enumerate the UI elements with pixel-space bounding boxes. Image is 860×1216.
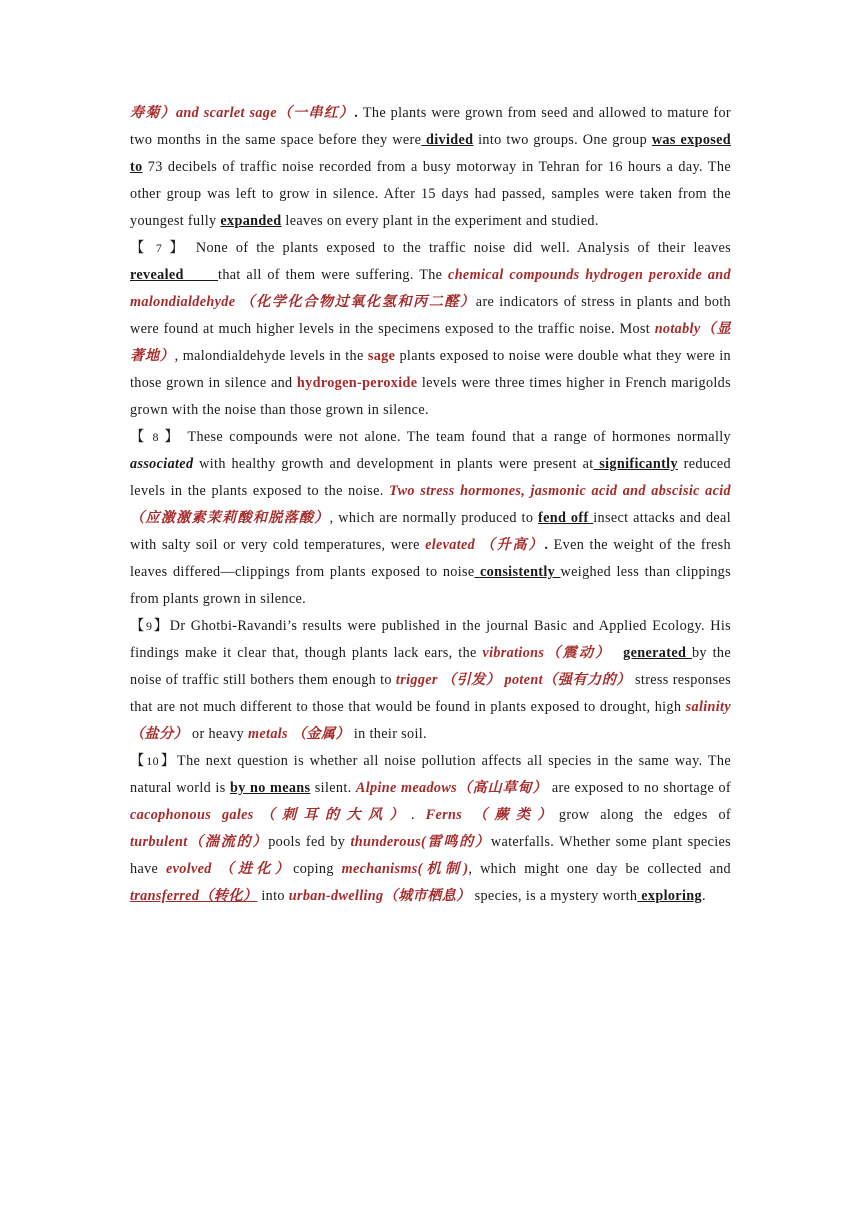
- text: The next question is whether all noise pollution affects all species in the same way. The natural world is: [130, 753, 731, 796]
- text: with healthy growth and development in plants were present at: [193, 456, 594, 472]
- text: plants exposed to noise were double what they were in those grown in silence and: [130, 348, 732, 391]
- text: 73 decibels of traffic noise recorded from a busy motorway in Tehran for 16 hours a day. The other group was left to grow in silence. After 15 days had passed, samples were taken from the youngest fully: [130, 159, 731, 229]
- term: turbulent（湍流的）: [130, 834, 269, 850]
- paragraph-number: 8: [146, 430, 165, 444]
- emphasized-word: associated: [130, 456, 194, 472]
- text: weighed less than clippings from plants grown in silence.: [130, 564, 731, 607]
- term: vibrations（震动）: [482, 645, 612, 661]
- term: thunderous(雷鸣的）: [350, 834, 491, 850]
- text: silent.: [310, 780, 356, 796]
- paragraph-number: 9: [145, 619, 153, 633]
- text: reduced levels in the plants exposed to the noise.: [130, 456, 731, 499]
- text: Even the weight of the fresh leaves differed—clippings from plants exposed to noise: [130, 537, 731, 580]
- text: .: [354, 105, 359, 121]
- text: or heavy: [188, 726, 248, 742]
- term: Ferns （蕨类）: [425, 807, 559, 823]
- text: insect attacks and deal with salty soil or very cold temperatures, were: [130, 510, 731, 553]
- bracket-open: 【: [130, 429, 147, 445]
- underlined-phrase: by no means: [229, 780, 311, 796]
- paragraph-9: [130, 613, 731, 748]
- document-body: [130, 100, 731, 910]
- text: into two groups. One group: [473, 132, 652, 148]
- paragraph-number: 7: [148, 241, 170, 255]
- bracket-close: 】: [169, 240, 189, 256]
- term: hydrogen-peroxide: [296, 375, 418, 391]
- text: that all of them were suffering. The: [218, 267, 449, 283]
- text: .: [701, 888, 706, 904]
- bracket-close: 】: [164, 429, 182, 445]
- text: leaves on every plant in the experiment and studied.: [281, 213, 599, 229]
- underlined-phrase: fend off: [538, 510, 594, 526]
- text: are exposed to no shortage of: [547, 780, 732, 796]
- term: elevated （升高）: [425, 537, 545, 553]
- text: These compounds were not alone. The team found that a range of hormones normally: [181, 429, 731, 445]
- bracket-close: 】: [152, 618, 170, 634]
- text: pools fed by: [268, 834, 351, 850]
- term: Two stress hormones, jasmonic acid and abscisic acid（应激激素茉莉酸和脱落酸）: [130, 483, 731, 526]
- bracket-open: 【: [130, 240, 149, 256]
- term: 寿菊）and scarlet sage（一串红）: [130, 105, 355, 121]
- term: Alpine meadows（高山草甸）: [355, 780, 548, 796]
- text: stress responses that are not much different to those that would be found in plants exposed to drought, high: [130, 672, 732, 715]
- term: notably（显著地）: [130, 321, 731, 364]
- term: urban-dwelling（城市栖息）: [288, 888, 471, 904]
- text: .: [410, 807, 426, 823]
- term: chemical compounds hydrogen peroxide and malondialdehyde （化学化合物过氧化氢和丙二醛）: [130, 267, 731, 310]
- term: salinity（盐分）: [130, 699, 731, 742]
- term: mechanisms(机制): [341, 861, 469, 877]
- text: in their soil.: [349, 726, 427, 742]
- term: cacophonous gales（刺耳的大风）: [130, 807, 411, 823]
- underlined-word: expanded: [220, 213, 282, 229]
- text: into: [257, 888, 289, 904]
- text: Dr Ghotbi-Ravandi’s results were published in the journal Basic and Applied Ecology. His findings make it clear that, though plants lack ears, the: [130, 618, 731, 661]
- underlined-word: consistently: [474, 564, 561, 580]
- term: transferred（转化）: [130, 888, 258, 904]
- term: metals （金属）: [248, 726, 350, 742]
- text: The plants were grown from seed and allowed to mature for two months in the same space before they were: [130, 105, 731, 148]
- text: .: [544, 537, 549, 553]
- text: None of the plants exposed to the traffic noise did well. Analysis of their leaves: [188, 240, 731, 256]
- paragraph-10: [130, 748, 731, 910]
- underlined-phrase: was exposed to: [130, 132, 732, 175]
- underlined-word: significantly: [593, 456, 678, 472]
- text: , which are normally produced to: [329, 510, 538, 526]
- term: evolved （进化）: [165, 861, 294, 877]
- text: , which might one day be collected and: [468, 861, 731, 877]
- underlined-word: revealed: [130, 267, 219, 283]
- underlined-word: divided: [421, 132, 474, 148]
- text: species, is a mystery worth: [470, 888, 638, 904]
- text: are indicators of stress in plants and both were found at much higher levels in the specimens exposed to the traffic noise. Most: [130, 294, 732, 337]
- paragraph-7: [130, 235, 731, 424]
- text: , malondialdehyde levels in the: [174, 348, 368, 364]
- paragraph-8: [130, 424, 731, 613]
- term: sage: [367, 348, 396, 364]
- underlined-word: exploring: [637, 888, 702, 904]
- bracket-open: 【: [130, 618, 146, 634]
- underlined-word: generated: [623, 645, 692, 661]
- bracket-open: 【: [130, 753, 147, 769]
- text: levels were three times higher in French marigolds grown with the noise than those grown in silence.: [130, 375, 731, 418]
- term: trigger （引发） potent（强有力的）: [395, 672, 632, 688]
- text: by the noise of traffic still bothers them enough to: [130, 645, 731, 688]
- text: waterfalls. Whether some plant species have: [130, 834, 732, 877]
- bracket-close: 】: [159, 753, 178, 769]
- text: coping: [293, 861, 342, 877]
- paragraph-number: 10: [146, 754, 159, 768]
- text: grow along the edges of: [558, 807, 732, 823]
- text: [612, 645, 624, 661]
- paragraph-6-continued: [130, 100, 731, 235]
